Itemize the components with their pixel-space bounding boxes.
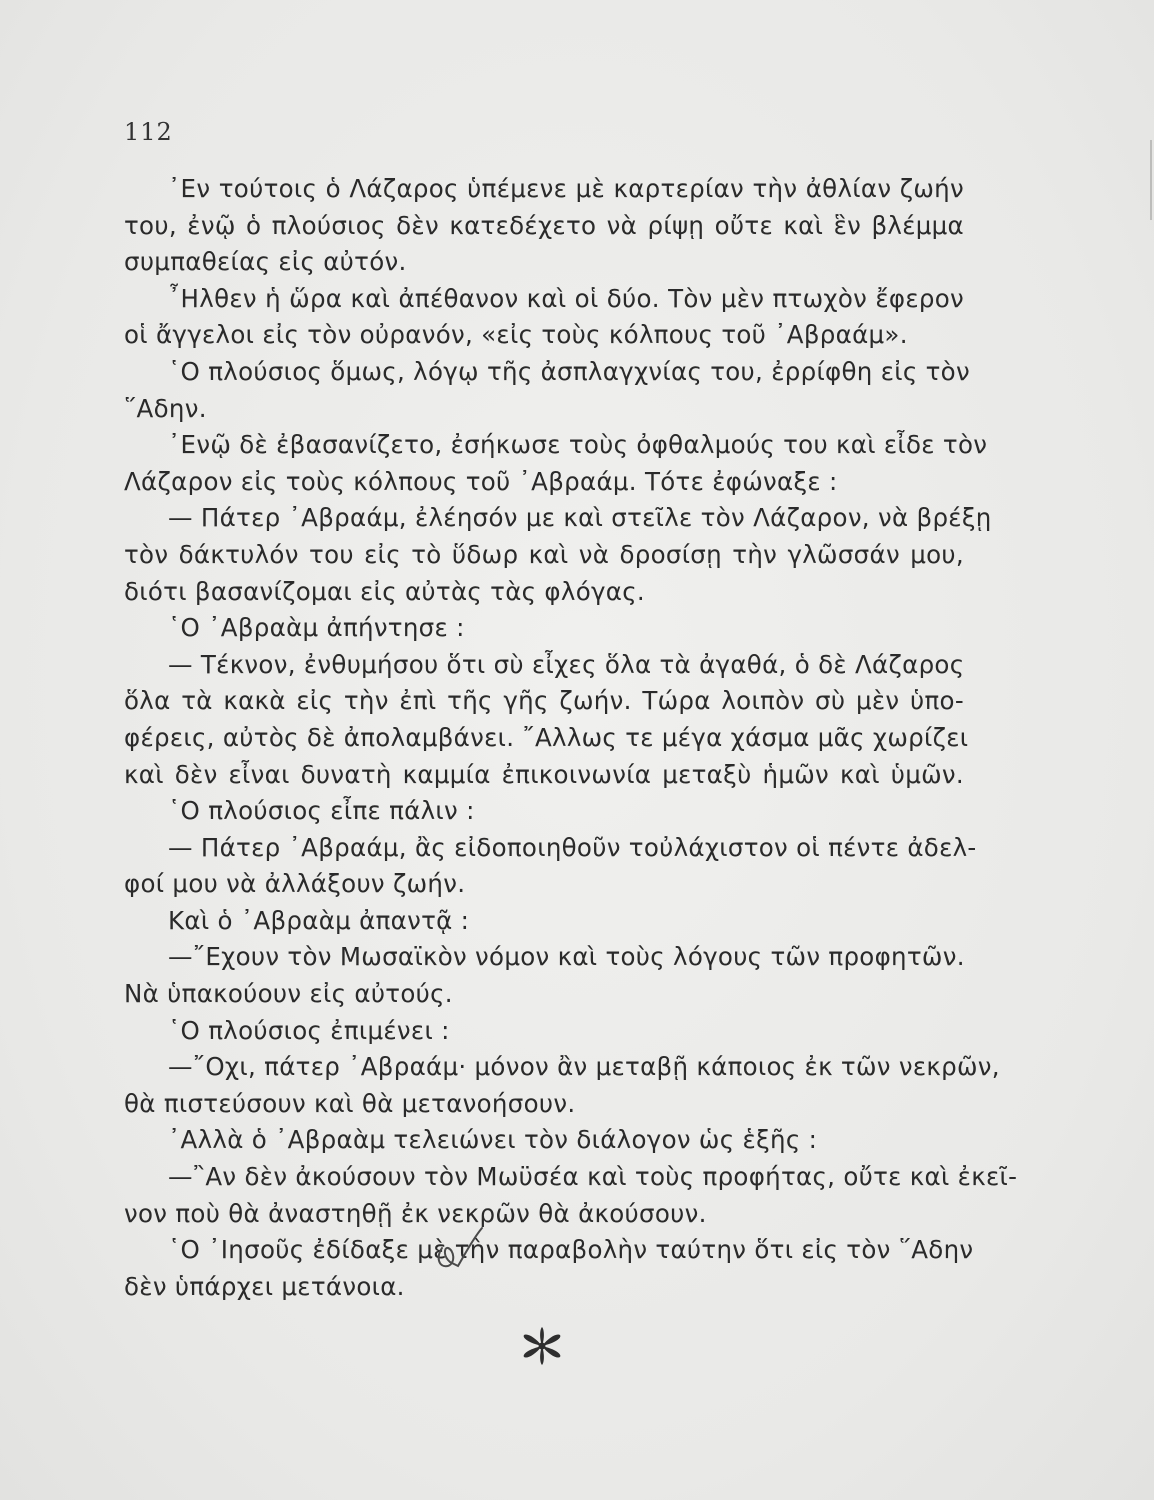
binding-edge-mark bbox=[1150, 140, 1152, 220]
text-line: Καὶ ὁ ᾿Αβραὰμ ἀπαντᾷ : bbox=[168, 905, 470, 935]
page-number: 112 bbox=[124, 118, 173, 146]
text-line: ῾Ο ᾿Ιησοῦς ἐδίδαξε μὲ τὴν παραβολὴν ταύτην ὅτι εἰς τὸν ῞Αδην bbox=[168, 1235, 974, 1265]
text-line: — Τέκνον, ἐνθυμήσου ὅτι σὺ εἶχες ὅλα τὰ ἀγαθά, ὁ δὲ Λάζαρος bbox=[168, 649, 965, 679]
text-line: —῎Οχι, πάτερ ᾿Αβραάμ· μόνον ἂν μεταβῇ κάποιος ἐκ τῶν νεκρῶν, bbox=[168, 1052, 1000, 1082]
handwritten-check-mark bbox=[426, 1226, 486, 1276]
text-line: ὅλα τὰ κακὰ εἰς τὴν ἐπὶ τῆς γῆς ζωήν. Τώρα λοιπὸν σὺ μὲν ὑπο- bbox=[124, 686, 964, 716]
text-line: ῾Ο πλούσιος ὅμως, λόγῳ τῆς ἀσπλαγχνίας του, ἐρρίφθη εἰς τὸν bbox=[168, 356, 970, 386]
text-line: καὶ δὲν εἶναι δυνατὴ καμμία ἐπικοινωνία μεταξὺ ἡμῶν καὶ ὑμῶν. bbox=[124, 759, 964, 789]
text-line: ῾Ο πλούσιος εἶπε πάλιν : bbox=[168, 796, 475, 826]
text-line: διότι βασανίζομαι εἰς αὐτὰς τὰς φλόγας. bbox=[124, 576, 645, 606]
text-line: θὰ πιστεύσουν καὶ θὰ μετανοήσουν. bbox=[124, 1088, 576, 1118]
text-line: ᾿Εν τούτοις ὁ Λάζαρος ὑπέμενε μὲ καρτερίαν τὴν ἀθλίαν ζωήν bbox=[168, 174, 964, 203]
text-line: ῏Ηλθεν ἡ ὥρα καὶ ἀπέθανον καὶ οἱ δύο. Τὸν μὲν πτωχὸν ἔφερον bbox=[168, 283, 964, 313]
text-line: τὸν δάκτυλόν του εἰς τὸ ὕδωρ καὶ νὰ δροσίσῃ τὴν γλῶσσάν μου, bbox=[124, 539, 964, 569]
text-line: ᾿Ενῷ δὲ ἐβασανίζετο, ἐσήκωσε τοὺς ὀφθαλμούς του καὶ εἶδε τὸν bbox=[168, 430, 988, 460]
text-line: ῾Ο ᾿Αβραὰμ ἀπήντησε : bbox=[168, 613, 465, 643]
flower-ornament-icon bbox=[521, 1325, 563, 1367]
body-text bbox=[124, 171, 1018, 1305]
text-line: — Πάτερ ᾿Αβραάμ, ἂς εἰδοποιηθοῦν τοὐλάχιστον οἱ πέντε ἀδελ- bbox=[168, 832, 977, 862]
text-line: δὲν ὑπάρχει μετάνοια. bbox=[124, 1271, 405, 1301]
text-line: συμπαθείας εἰς αὐτόν. bbox=[124, 247, 407, 277]
text-line: —῎Εχουν τὸν Μωσαϊκὸν νόμον καὶ τοὺς λόγους τῶν προφητῶν. bbox=[168, 942, 965, 972]
text-line: ῾Ο πλούσιος ἐπιμένει : bbox=[168, 1015, 450, 1045]
text-line: —῍Αν δὲν ἀκούσουν τὸν Μωϋσέα καὶ τοὺς προφήτας, οὔτε καὶ ἐκεῖ- bbox=[168, 1162, 1018, 1192]
text-line: φοί μου νὰ ἀλλάξουν ζωήν. bbox=[124, 869, 466, 899]
text-line: Νὰ ὑπακούουν εἰς αὐτούς. bbox=[124, 979, 453, 1009]
text-line: ῞Αδην. bbox=[124, 393, 207, 423]
text-line: νον ποὺ θὰ ἀναστηθῇ ἐκ νεκρῶν θὰ ἀκούσουν. bbox=[124, 1198, 707, 1228]
text-line: — Πάτερ ᾿Αβραάμ, ἐλέησόν με καὶ στεῖλε τὸν Λάζαρον, νὰ βρέξῃ bbox=[168, 503, 992, 533]
text-line: Λάζαρον εἰς τοὺς κόλπους τοῦ ᾿Αβραάμ. Τότε ἐφώναξε : bbox=[124, 466, 838, 496]
text-line: του, ἐνῷ ὁ πλούσιος δὲν κατεδέχετο νὰ ρίψῃ οὔτε καὶ ἓν βλέμμα bbox=[124, 210, 964, 240]
text-line: φέρεις, αὐτὸς δὲ ἀπολαμβάνει. ῎Αλλως τε μέγα χάσμα μᾶς χωρίζει bbox=[124, 722, 969, 752]
text-line: οἱ ἄγγελοι εἰς τὸν οὐρανόν, «εἰς τοὺς κόλπους τοῦ ᾿Αβραάμ». bbox=[124, 320, 908, 350]
text-line: ᾿Αλλὰ ὁ ᾿Αβραὰμ τελειώνει τὸν διάλογον ὡς ἑξῆς : bbox=[168, 1125, 818, 1155]
